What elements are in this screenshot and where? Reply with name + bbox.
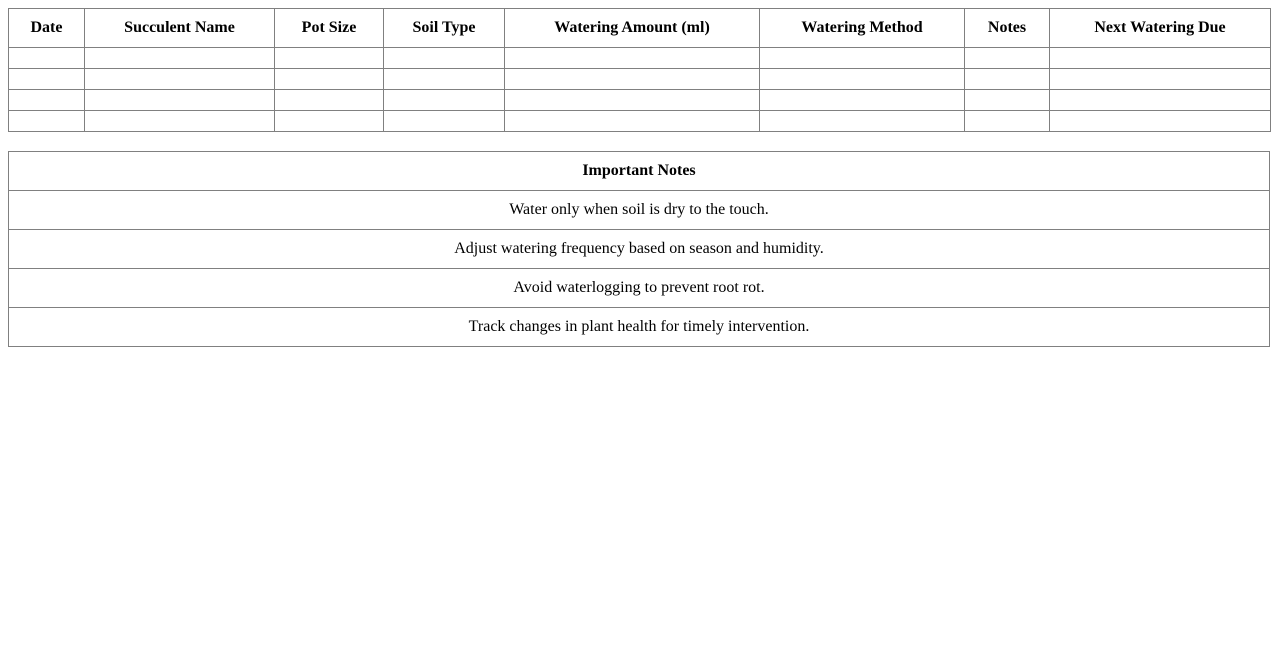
- notes-title: Important Notes: [9, 152, 1270, 191]
- column-header-watering-amount: Watering Amount (ml): [505, 9, 760, 48]
- table-cell[interactable]: [85, 111, 275, 132]
- table-cell[interactable]: [85, 48, 275, 69]
- table-cell[interactable]: [505, 69, 760, 90]
- column-header-soil-type: Soil Type: [384, 9, 505, 48]
- table-cell[interactable]: [9, 48, 85, 69]
- watering-log-table: [8, 8, 1271, 132]
- column-header-pot-size: Pot Size: [275, 9, 384, 48]
- table-cell[interactable]: [384, 111, 505, 132]
- table-cell[interactable]: [1050, 48, 1271, 69]
- table-cell[interactable]: [275, 90, 384, 111]
- table-cell[interactable]: [505, 111, 760, 132]
- table-cell[interactable]: [965, 111, 1050, 132]
- table-row: [9, 90, 1271, 111]
- column-header-watering-method: Watering Method: [760, 9, 965, 48]
- table-cell[interactable]: [9, 69, 85, 90]
- table-cell[interactable]: [384, 90, 505, 111]
- notes-header-row: [9, 152, 1270, 191]
- table-cell[interactable]: [275, 111, 384, 132]
- table-cell[interactable]: [760, 69, 965, 90]
- table-cell[interactable]: [1050, 69, 1271, 90]
- table-row: [9, 111, 1271, 132]
- table-cell[interactable]: [965, 69, 1050, 90]
- list-item: [9, 269, 1270, 308]
- table-cell[interactable]: [275, 69, 384, 90]
- table-row: [9, 69, 1271, 90]
- table-cell[interactable]: [760, 111, 965, 132]
- note-text: Adjust watering frequency based on season and humidity.: [9, 230, 1270, 269]
- note-text: Avoid waterlogging to prevent root rot.: [9, 269, 1270, 308]
- table-cell[interactable]: [85, 90, 275, 111]
- column-header-succulent-name: Succulent Name: [85, 9, 275, 48]
- table-cell[interactable]: [384, 69, 505, 90]
- table-header-row: [9, 9, 1271, 48]
- table-cell[interactable]: [760, 48, 965, 69]
- table-cell[interactable]: [505, 90, 760, 111]
- column-header-date: Date: [9, 9, 85, 48]
- list-item: [9, 308, 1270, 347]
- table-cell[interactable]: [505, 48, 760, 69]
- table-cell[interactable]: [1050, 90, 1271, 111]
- table-cell[interactable]: [1050, 111, 1271, 132]
- table-cell[interactable]: [965, 48, 1050, 69]
- table-cell[interactable]: [275, 48, 384, 69]
- table-row: [9, 48, 1271, 69]
- table-cell[interactable]: [965, 90, 1050, 111]
- list-item: [9, 230, 1270, 269]
- note-text: Track changes in plant health for timely intervention.: [9, 308, 1270, 347]
- table-cell[interactable]: [9, 90, 85, 111]
- important-notes-table: [8, 151, 1270, 347]
- table-cell[interactable]: [384, 48, 505, 69]
- table-cell[interactable]: [9, 111, 85, 132]
- list-item: [9, 191, 1270, 230]
- table-cell[interactable]: [85, 69, 275, 90]
- column-header-next-watering-due: Next Watering Due: [1050, 9, 1271, 48]
- column-header-notes: Notes: [965, 9, 1050, 48]
- table-cell[interactable]: [760, 90, 965, 111]
- note-text: Water only when soil is dry to the touch.: [9, 191, 1270, 230]
